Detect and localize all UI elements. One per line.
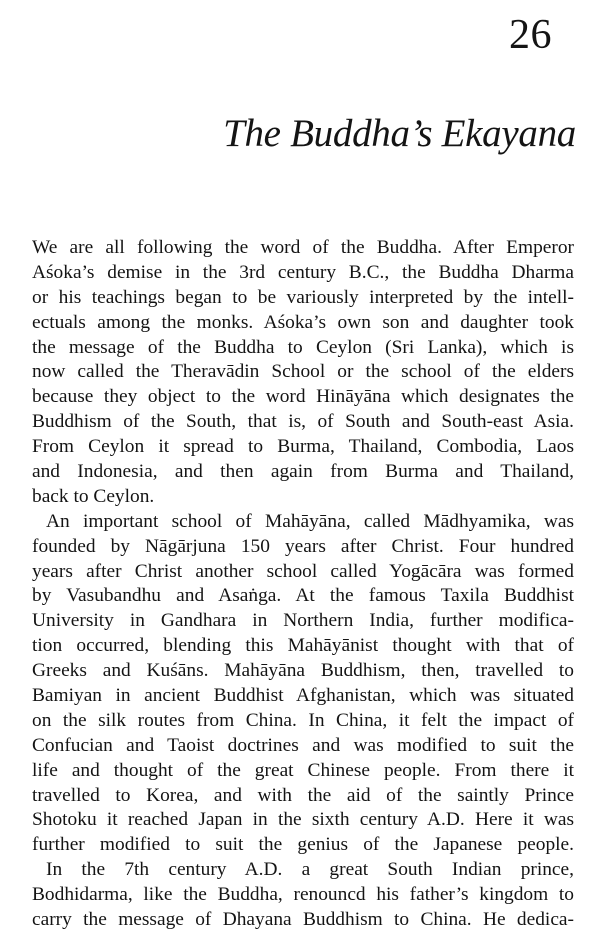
text-line: carry the message of Dhayana Buddhism to China. He dedica- — [32, 909, 574, 931]
chapter-title: The Buddha’s Ekayana — [223, 112, 576, 155]
text-line: back to Ceylon. — [32, 485, 155, 507]
text-line: Aśoka’s demise in the 3rd century B.C., the Buddha Dharma — [32, 261, 574, 283]
text-line: We are all following the word of the Buddha. After Emperor — [32, 237, 574, 258]
text-line: An important school of Mahāyāna, called Mādhyamika, was — [46, 510, 574, 532]
text-line: ectuals among the monks. Aśoka’s own son and daughter took — [32, 311, 574, 333]
text-line: on the silk routes from China. In China, it felt the impact of — [32, 709, 574, 731]
text-line: Bamiyan in ancient Buddhist Afghanistan, which was situated — [32, 685, 574, 707]
text-line: and Indonesia, and then again from Burma and Thailand, — [32, 461, 574, 483]
text-line: Bodhidarma, like the Buddha, renouncd his father’s kingdom to — [32, 884, 574, 906]
text-line: In the 7th century A.D. a great South Indian prince, — [46, 859, 574, 881]
text-line: From Ceylon it spread to Burma, Thailand, Combodia, Laos — [32, 436, 574, 458]
text-line: founded by Nāgārjuna 150 years after Christ. Four hundred — [32, 535, 574, 557]
text-line: life and thought of the great Chinese people. From there it — [32, 759, 574, 781]
text-line: further modified to suit the genius of the Japanese people. — [32, 834, 574, 856]
text-line: Buddhism of the South, that is, of South and South-east Asia. — [32, 411, 574, 433]
text-line: University in Gandhara in Northern India, further modifica- — [32, 610, 574, 632]
body-text — [32, 236, 574, 933]
paragraph-2 — [32, 510, 574, 858]
page-number: 26 — [509, 12, 552, 58]
text-line: because they object to the word Hināyāna which designates the — [32, 386, 574, 408]
text-line: Shotoku it reached Japan in the sixth century A.D. Here it was — [32, 809, 574, 831]
text-line: the message of the Buddha to Ceylon (Sri Lanka), which is — [32, 336, 574, 358]
text-line: years after Christ another school called Yogācāra was formed — [32, 560, 574, 582]
text-line: Greeks and Kuśāns. Mahāyāna Buddhism, then, travelled to — [32, 660, 574, 682]
text-line: by Vasubandhu and Asaṅga. At the famous Taxila Buddhist — [32, 585, 574, 607]
text-line: travelled to Korea, and with the aid of the saintly Prince — [32, 784, 574, 806]
text-line: or his teachings began to be variously interpreted by the intell- — [32, 286, 574, 308]
text-line: now called the Theravādin School or the school of the elders — [32, 361, 574, 383]
text-line: tion occurred, blending this Mahāyānist thought with that of — [32, 635, 574, 657]
paragraph-1 — [32, 236, 574, 510]
paragraph-3 — [32, 858, 574, 933]
text-line: Confucian and Taoist doctrines and was modified to suit the — [32, 734, 574, 756]
